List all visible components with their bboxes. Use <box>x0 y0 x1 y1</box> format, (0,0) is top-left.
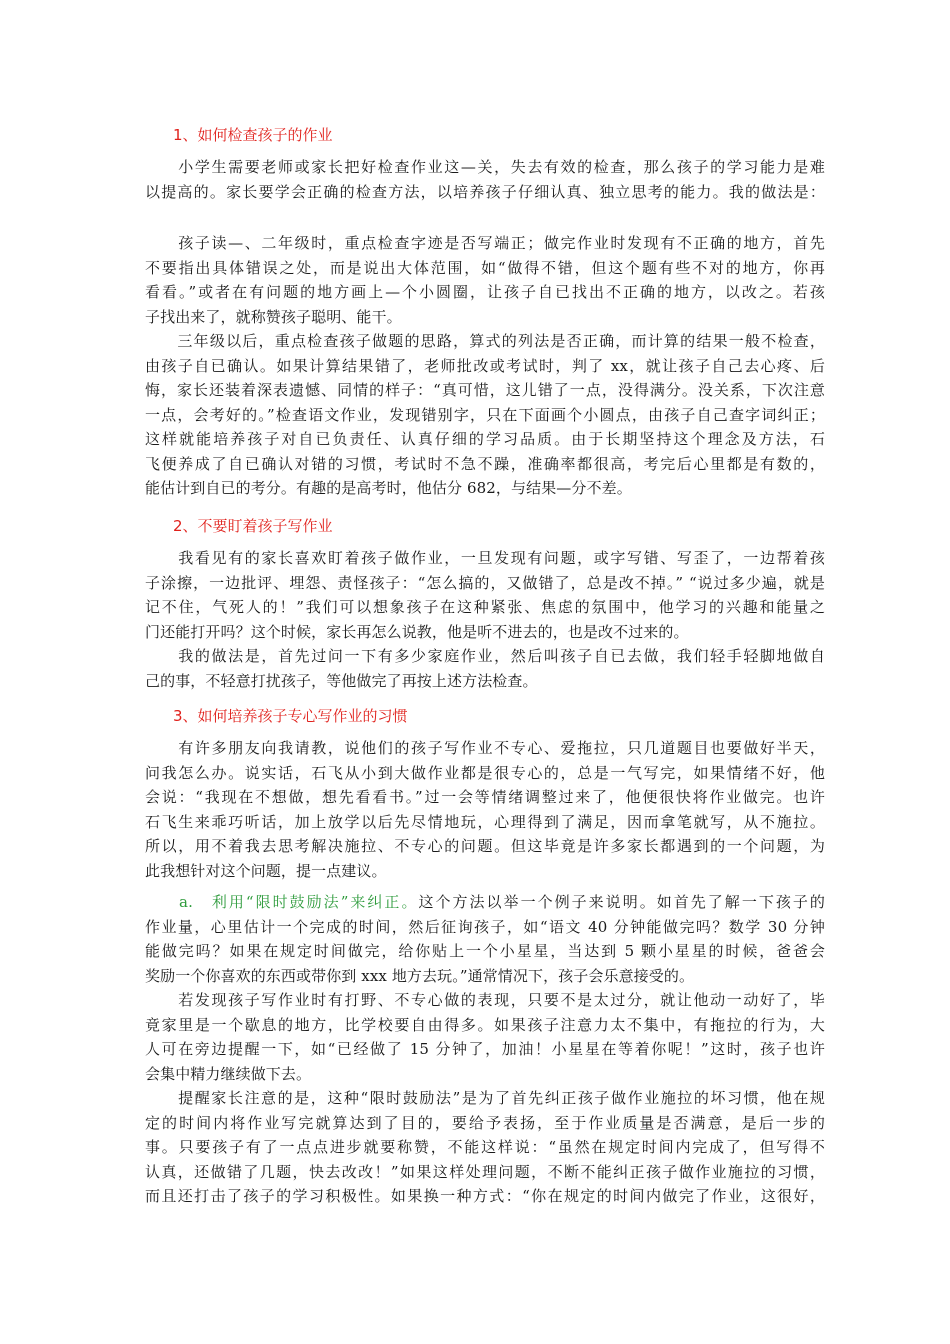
text-line: 我的做法是，首先过问一下有多少家庭作业，然后叫孩子自已去做，我们轻手轻脚地做自 <box>145 647 825 665</box>
text-line: 而且还打击了孩子的学习积极性。如果换一种方式：“你在规定的时间内做完了作业，这很好， <box>145 1187 825 1205</box>
section-3-paragraph-4 <box>145 1086 825 1209</box>
text-line: 子找出来了，就称赞孩子聪明、能干。 <box>145 307 402 326</box>
section-2-paragraph-1 <box>145 546 825 644</box>
text-line: 这样就能培养孩子对自已负责任、认真仔细的学习品质。由于长期坚持这个理念及方法，石 <box>145 430 825 448</box>
text-line: 子涂擦，一边批评、埋怨、责怪孩子：“怎么搞的，又做错了，总是改不掉。” “说过多少遍，就是 <box>145 573 825 592</box>
text-line: 定的时间内将作业写完就算达到了目的，要给予表扬，至于作业质量是否满意，是后一步的 <box>145 1113 825 1132</box>
section-2-paragraph-2 <box>145 644 825 693</box>
item-a-first-line <box>145 890 825 915</box>
text-line: 会说：“我现在不想做，想先看看书。”过一会等情绪调整过来了，他便很快将作业做完。也许 <box>145 788 825 806</box>
text-line: 飞便养成了自已确认对错的习惯，考试时不急不躁，准确率都很高，考完后心里都是有数的， <box>145 454 825 473</box>
text-line: 奖励一个你喜欢的东西或带你到 xxx 地方去玩。”通常情况下，孩子会乐意接受的。 <box>145 966 695 985</box>
text-line: 不要指出具体错误之处，而是说出大体范围，如“做得不错，但这个题有些不对的地方，你再 <box>145 258 825 277</box>
text-line: 认真，还做错了几题，快去改改！”如果这样处理问题，不断不能纠正孩子做作业施拉的习惯， <box>145 1162 825 1181</box>
section-3-paragraph-1 <box>145 736 825 883</box>
section-1-title: 1、如何检查孩子的作业 <box>173 126 333 144</box>
text-line: 竟家里是一个歇息的地方，比学校要自由得多。如果孩子注意力太不集中，有拖拉的行为，大 <box>145 1015 825 1034</box>
text-line: 孩子读—、二年级时，重点检查字迹是否写端正；做完作业时发现有不正确的地方，首先 <box>145 234 825 252</box>
text-line: 会集中精力继续做下去。 <box>145 1064 312 1083</box>
text-line: 悔，家长还装着深表遗憾、同情的样子：“真可惜，这儿错了一点，没得满分。没关系，下次注意 <box>145 381 825 399</box>
text-line: 此我想针对这个问题，提一点建议。 <box>145 861 387 880</box>
text-line: 三年级以后，重点检查孩子做题的思路，算式的列法是否正确，而计算的结果一般不检查， <box>145 332 825 350</box>
text-line: 石飞生来乖巧听话，加上放学以后先尽情地玩，心理得到了满足，因而拿笔就写，从不施拉。 <box>145 812 825 831</box>
text-line: 由孩子自已确认。如果计算结果错了，老师批改或考试时，判了 xx，就让孩子自己去心疼、后 <box>145 356 825 375</box>
text-line: 人可在旁边提醒一下，如“已经做了 15 分钟了，加油！小星星在等着你呢！”这时，孩子也许 <box>145 1040 825 1058</box>
item-a-lead-rest: 这个方法以举一个例子来说明。如首先了解一下孩子的 <box>418 893 825 911</box>
text-line: 小学生需要老师或家长把好检查作业这—关，失去有效的检查，那么孩子的学习能力是难 <box>145 158 825 176</box>
text-line: 看看。”或者在有问题的地方画上—个小圆圈，让孩子自已找出不正确的地方，以改之。若孩 <box>145 283 825 301</box>
text-line: 能做完吗？如果在规定时间做完，给你贴上一个小星星，当达到 5 颗小星星的时候，爸爸会 <box>145 942 825 960</box>
text-line: 我看见有的家长喜欢盯着孩子做作业，一旦发现有问题，或字写错、写歪了，一边帮着孩 <box>145 549 825 567</box>
section-1-paragraph-2 <box>145 231 825 329</box>
item-a-lead: a. 利用“限时鼓励法”来纠正。 <box>145 893 419 911</box>
section-3-paragraph-3 <box>145 988 825 1086</box>
section-3-item-a <box>145 890 825 988</box>
text-line: 提醒家长注意的是，这种“限时鼓励法”是为了首先纠正孩子做作业施拉的坏习惯，他在规 <box>145 1089 825 1107</box>
section-1-paragraph-1 <box>145 155 825 204</box>
text-line: 所以，用不着我去思考解决施拉、不专心的问题。但这毕竟是许多家长都遇到的一个问题，为 <box>145 837 825 855</box>
text-line: 问我怎么办。说实话，石飞从小到大做作业都是很专心的，总是一气写完，如果情绪不好，他 <box>145 763 825 782</box>
text-line: 门还能打开吗？这个时候，家长再怎么说教，他是听不进去的，也是改不过来的。 <box>145 622 689 641</box>
text-line: 能估计到自已的考分。有趣的是高考时，他估分 682，与结果—分不差。 <box>145 479 632 497</box>
text-line: 若发现孩子写作业时有打野、不专心做的表现，只要不是太过分，就让他动一动好了，毕 <box>145 991 825 1009</box>
section-1-paragraph-3 <box>145 329 825 501</box>
text-line: 记不住，气死人的！”我们可以想象孩子在这种紧张、焦虑的氛围中，他学习的兴趣和能量之 <box>145 598 825 616</box>
section-3-title: 3、如何培养孩子专心写作业的习惯 <box>173 707 408 725</box>
text-line: 一点，会考好的。”检查语文作业，发现错别字，只在下面画个小圆点，由孩子自己查字词纠正； <box>145 405 825 424</box>
section-2-title: 2、不要盯着孩子写作业 <box>173 517 333 535</box>
text-line: 有许多朋友向我请教，说他们的孩子写作业不专心、爱拖拉，只几道题目也要做好半天， <box>145 739 825 757</box>
text-line: 己的事，不轻意打扰孩子，等他做完了再按上述方法检查。 <box>145 671 538 690</box>
text-line: 以提高的。家长要学会正确的检查方法，以培养孩子仔细认真、独立思考的能力。我的做法是： <box>145 182 825 201</box>
text-line: 事。只要孩子有了一点点进步就要称赞，不能这样说：“虽然在规定时间内完成了，但写得不 <box>145 1138 825 1156</box>
text-line: 作业量，心里估计一个完成的时间，然后征询孩子，如“语文 40 分钟能做完吗？数学 30 分钟 <box>145 917 825 936</box>
